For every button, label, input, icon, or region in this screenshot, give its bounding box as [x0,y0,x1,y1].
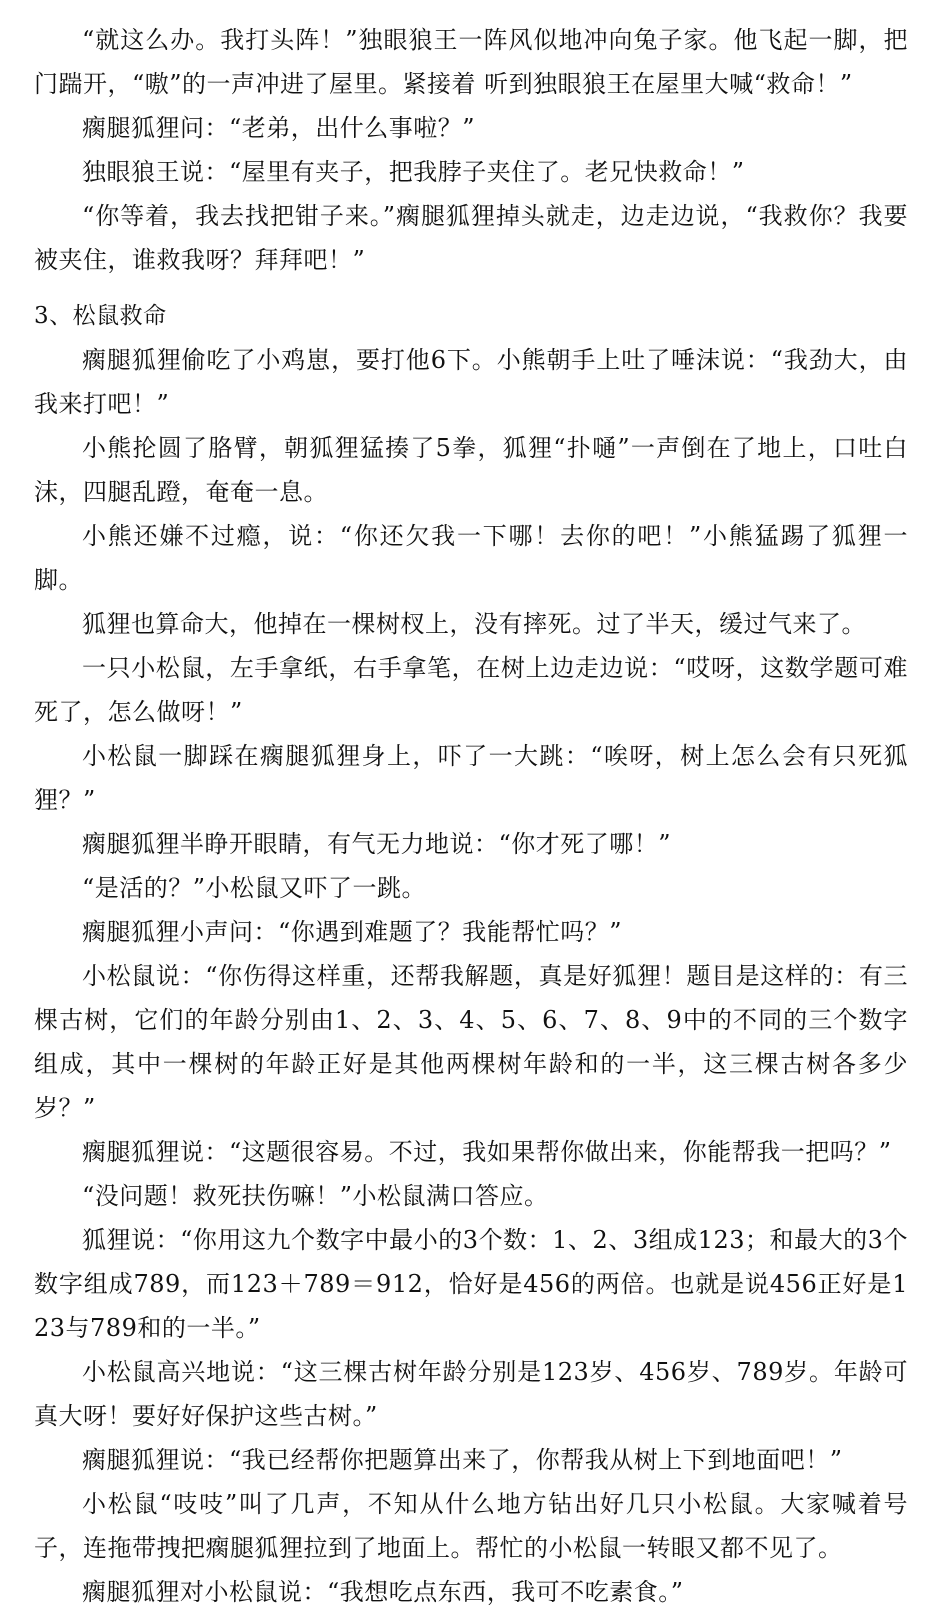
paragraph: 瘸腿狐狸说：“这题很容易。不过，我如果帮你做出来，你能帮我一把吗？” [82,1138,892,1166]
paragraph: 狐狸说：“你用这九个数字中最小的3个数：1、2、3组成123；和最大的3个数字组成789，而123＋789＝912，恰好是456的两倍。也就是说456正好是123与789和的一半。” [34,1226,908,1342]
paragraph: “没问题！救死扶伤嘛！”小松鼠满口答应。 [82,1182,549,1210]
paragraph: 小熊抡圆了胳臂，朝狐狸猛揍了5拳，狐狸“扑嗵”一声倒在了地上，口吐白沫，四腿乱蹬，奄奄一息。 [34,434,908,506]
paragraph: 瘸腿狐狸小声问：“你遇到难题了？我能帮忙吗？” [82,918,623,946]
paragraph: 一只小松鼠，左手拿纸，右手拿笔，在树上边走边说：“哎呀，这数学题可难死了，怎么做呀！” [34,654,908,726]
paragraph: 小松鼠“吱吱”叫了几声，不知从什么地方钻出好几只小松鼠。大家喊着号子，连拖带拽把瘸腿狐狸拉到了地面上。帮忙的小松鼠一转眼又都不见了。 [34,1490,908,1562]
paragraph: 瘸腿狐狸问：“老弟，出什么事啦？” [82,114,476,142]
paragraph: 狐狸也算命大，他掉在一棵树杈上，没有摔死。过了半天，缓过气来了。 [82,610,866,638]
paragraph: 小松鼠说：“你伤得这样重，还帮我解题，真是好狐狸！题目是这样的：有三棵古树，它们的年龄分别由1、2、3、4、5、6、7、8、9中的不同的三个数字组成，其中一棵树的年龄正好是其他两棵树年龄和的一半，这三棵古树各多少岁？” [34,962,908,1122]
paragraph: “是活的？”小松鼠又吓了一跳。 [82,874,427,902]
paragraph: 小熊还嫌不过瘾，说：“你还欠我一下哪！去你的吧！”小熊猛踢了狐狸一脚。 [34,522,908,594]
paragraph: 独眼狼王说：“屋里有夹子，把我脖子夹住了。老兄快救命！” [82,158,745,186]
document-page [34,18,908,1614]
paragraph: “就这么办。我打头阵！”独眼狼王一阵风似地冲向兔子家。他飞起一脚，把门踹开，“嗷”的一声冲进了屋里。紧接着 听到独眼狼王在屋里大喊“救命！” [34,26,908,98]
section-heading: 3、松鼠救命 [34,303,167,329]
paragraph: 瘸腿狐狸偷吃了小鸡崽，要打他6下。小熊朝手上吐了唾沫说：“我劲大，由我来打吧！” [34,346,908,418]
paragraph: 小松鼠一脚踩在瘸腿狐狸身上，吓了一大跳：“唉呀，树上怎么会有只死狐狸？” [34,742,908,814]
paragraph: “你等着，我去找把钳子来。”瘸腿狐狸掉头就走，边走边说，“我救你？我要被夹住，谁救我呀？拜拜吧！” [34,202,908,274]
paragraph: 瘸腿狐狸半睁开眼睛，有气无力地说：“你才死了哪！” [82,830,672,858]
paragraph: 瘸腿狐狸对小松鼠说：“我想吃点东西，我可不吃素食。” [82,1578,684,1606]
paragraph: 瘸腿狐狸说：“我已经帮你把题算出来了，你帮我从树上下到地面吧！” [82,1446,843,1474]
paragraph: 小松鼠高兴地说：“这三棵古树年龄分别是123岁、456岁、789岁。年龄可真大呀！要好好保护这些古树。” [34,1358,908,1430]
